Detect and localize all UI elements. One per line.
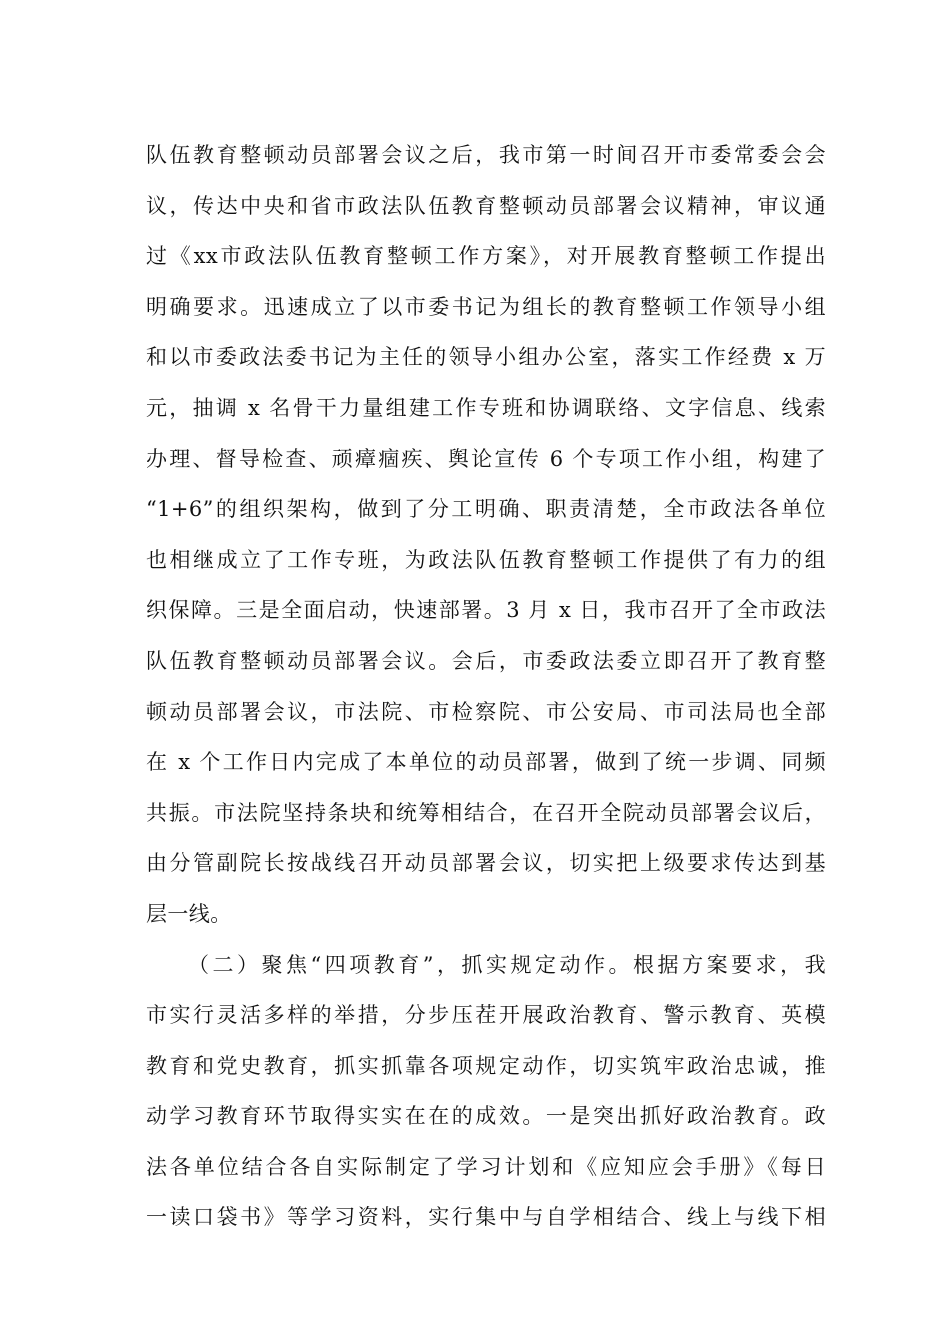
- text-line-22: 一读口袋书》等学习资料，实行集中与自学相结合、线上与线下相: [146, 1205, 826, 1230]
- text-line-19: 教育和党史教育，抓实抓靠各项规定动作，切实筑牢政治忠诚，推: [146, 1053, 826, 1078]
- text-line-4: 明确要求。迅速成立了以市委书记为组长的教育整顿工作领导小组: [146, 294, 826, 319]
- text-line-12: 顿动员部署会议，市法院、市检察院、市公安局、市司法局也全部: [146, 699, 826, 724]
- text-line-3: 过《xx市政法队伍教育整顿工作方案》，对开展教育整顿工作提出: [146, 244, 826, 269]
- text-line-20: 动学习教育环节取得实实在在的成效。一是突出抓好政治教育。政: [146, 1104, 826, 1129]
- text-line-16: 层一线。: [146, 901, 232, 926]
- text-line-11: 队伍教育整顿动员部署会议。会后，市委政法委立即召开了教育整: [146, 648, 826, 673]
- text-line-21: 法各单位结合各自实际制定了学习计划和《应知应会手册》《每日: [146, 1154, 826, 1179]
- text-line-15: 由分管副院长按战线召开动员部署会议，切实把上级要求传达到基: [146, 851, 826, 876]
- text-line-8: “1+6”的组织架构，做到了分工明确、职责清楚，全市政法各单位: [146, 497, 826, 522]
- text-line-9: 也相继成立了工作专班，为政法队伍教育整顿工作提供了有力的组: [146, 547, 826, 572]
- text-line-2: 议，传达中央和省市政法队伍教育整顿动员部署会议精神，审议通: [146, 193, 826, 218]
- text-line-1: 队伍教育整顿动员部署会议之后，我市第一时间召开市委常委会会: [146, 143, 826, 167]
- text-line-10: 织保障。三是全面启动，快速部署。3 月 x 日，我市召开了全市政法: [146, 598, 826, 623]
- section-heading-line: （二）聚焦“四项教育”，抓实规定动作。根据方案要求，我: [188, 952, 826, 977]
- body-text: [146, 130, 826, 1243]
- text-line-5: 和以市委政法委书记为主任的领导小组办公室，落实工作经费 x 万: [146, 345, 826, 370]
- text-line-7: 办理、督导检查、顽瘴痼疾、舆论宣传 6 个专项工作小组，构建了: [146, 446, 826, 471]
- text-line-18: 市实行灵活多样的举措，分步压茬开展政治教育、警示教育、英模: [146, 1003, 826, 1028]
- text-line-13: 在 x 个工作日内完成了本单位的动员部署，做到了统一步调、同频: [146, 750, 826, 775]
- text-line-14: 共振。市法院坚持条块和统筹相结合，在召开全院动员部署会议后，: [146, 800, 826, 825]
- text-line-6: 元，抽调 x 名骨干力量组建工作专班和协调联络、文字信息、线索: [146, 395, 826, 420]
